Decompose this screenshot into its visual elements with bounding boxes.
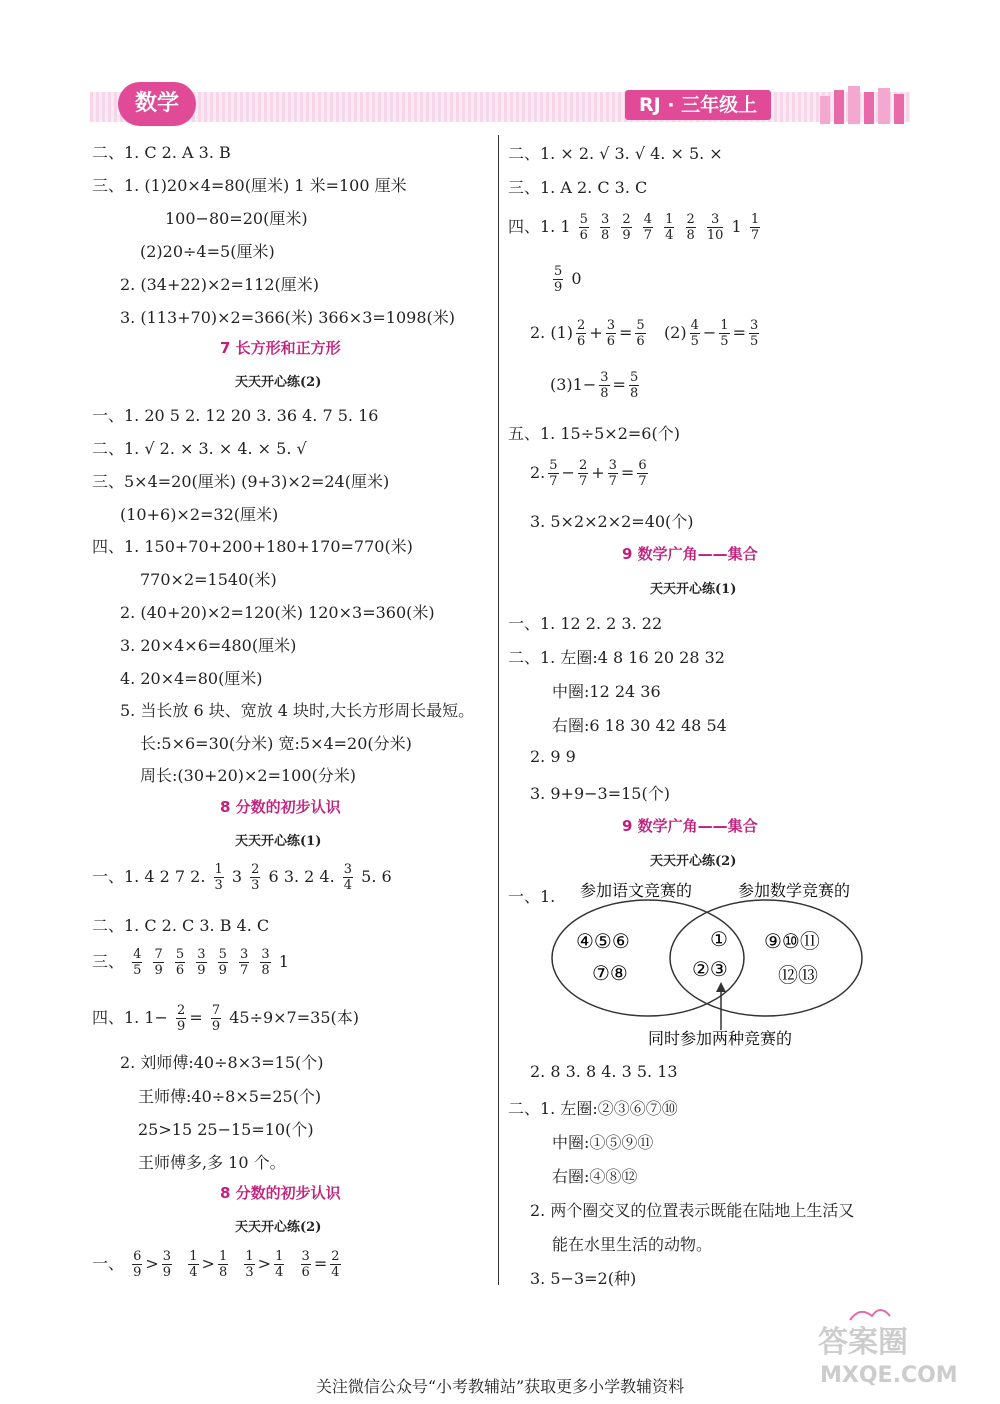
answer-line-fractions: 2. $\frac{5}{7}$ − $\frac{2}{7}$ + $\frac{3}{7}$ = $\frac{6}{7}$: [530, 458, 647, 489]
numerator: 2: [177, 1003, 186, 1018]
answer-line: 长:5×6=30(分米) 宽:5×4=20(分米): [140, 734, 412, 753]
practice-title: 天天开心练(1): [650, 582, 737, 597]
answer-line-fractions: $\frac{5}{9}$ 0: [554, 264, 582, 295]
answer-line: 能在水里生活的动物。: [552, 1235, 713, 1254]
answer-line: 王师傅多,多 10 个。: [138, 1153, 286, 1172]
answer-line: 中圈:①⑤⑨⑪: [552, 1133, 654, 1152]
answer-text: 5. 6: [361, 867, 392, 886]
page-header: [90, 82, 910, 128]
svg-text:MXQE.COM: MXQE.COM: [820, 1363, 958, 1388]
answer-line: 二、1. × 2. √ 3. √ 4. × 5. ×: [508, 144, 723, 163]
fraction: [211, 1003, 221, 1034]
answer-line: 100−80=20(厘米): [165, 209, 308, 228]
numerator: 2: [251, 862, 260, 877]
fraction: [176, 1003, 186, 1034]
numerator: 3: [343, 862, 353, 877]
answer-text: 1: [731, 217, 742, 236]
fraction: $\frac{3}{9}$: [197, 947, 206, 978]
footer-notice: 关注微信公众号“小考教辅站”获取更多小学教辅资料: [315, 1377, 685, 1396]
section-title: 8 分数的初步认识: [220, 1184, 341, 1202]
fraction: $\frac{4}{5}$: [133, 947, 142, 978]
practice-title: 天天开心练(1): [235, 834, 322, 849]
answer-line: 2. 8 3. 8 4. 3 5. 13: [530, 1062, 678, 1081]
answer-line: 2. 两个圈交叉的位置表示既能在陆地上生活又: [530, 1201, 855, 1220]
numerator: 7: [211, 1003, 221, 1018]
fraction: $\frac{5}{9}$: [218, 947, 227, 978]
practice-title: 天天开心练(2): [235, 1220, 322, 1235]
subject-logo: 数学: [118, 82, 196, 126]
answer-line: 二、1. 左圈:②③⑥⑦⑩: [508, 1099, 678, 1118]
venn-right-items: ⑫⑬: [778, 963, 818, 987]
answer-text: 一、: [92, 1254, 125, 1273]
answer-line: 2. (40+20)×2=120(米) 120×3=360(米): [120, 603, 435, 622]
header-band: [90, 92, 910, 122]
answer-text: 一、1. 4 2 7 2.: [92, 867, 206, 886]
answer-line: 中圈:12 24 36: [552, 682, 661, 701]
venn-left-label: 参加语文竞赛的: [580, 881, 693, 900]
answer-line: 3. 5−3=2(种): [530, 1269, 637, 1288]
practice-title: 天天开心练(2): [235, 375, 322, 390]
denominator: 3: [214, 878, 223, 893]
answer-line: 4. 20×4=80(厘米): [120, 669, 263, 688]
answer-text: 3: [231, 867, 243, 886]
answer-line: 二、1. √ 2. × 3. × 4. × 5. √: [92, 439, 307, 458]
answer-line-fractions: 四、1. 1 $\frac{5}{6}$ $\frac{3}{8}$ $\frac{2}{9}$ $\frac{4}{7}$ $\frac{1}{4}$ $\frac{2}{8}$ $\frac{3}{10}$ 1 $\frac{1}{7}$: [508, 212, 760, 243]
answer-line: 3. 20×4×6=480(厘米): [120, 636, 297, 655]
grade-label: RJ · 三年级上: [625, 90, 771, 120]
denominator: 3: [251, 878, 260, 893]
answer-line: 右圈:6 18 30 42 48 54: [552, 716, 727, 735]
fraction: [250, 862, 260, 893]
answer-line: 2. (34+22)×2=112(厘米): [120, 275, 319, 294]
venn-middle-items: ①: [710, 927, 728, 951]
answer-line: (2)20÷4=5(厘米): [140, 242, 275, 261]
svg-text:答案圈: 答案圈: [818, 1325, 908, 1360]
answer-text: 1: [278, 952, 289, 971]
denominator: 9: [211, 1019, 221, 1034]
answer-line-fractions: 四、1. 1− $\frac{2}{9}$ = $\frac{7}{9}$ 45÷9×7=35(本): [92, 1003, 359, 1034]
books-icon: [810, 82, 910, 126]
answer-line-fractions: (3)1− $\frac{3}{8}$ = $\frac{5}{8}$: [550, 370, 639, 401]
answer-text: 6 3. 2 4.: [268, 867, 335, 886]
answer-line-fractions: 一、 $\frac{6}{9}$ > $\frac{3}{9}$ $\frac{1}{4}$ > $\frac{1}{8}$ $\frac{1}{3}$ > $\frac{1}{4}$ $\frac{3}{6}$ = $\frac{2}{4}$: [92, 1249, 340, 1280]
answer-line: 2. 9 9: [530, 747, 576, 766]
column-divider: [498, 135, 499, 1285]
answer-text: 三、: [92, 952, 125, 971]
fraction: [343, 862, 353, 893]
answer-text: 四、1. 1: [508, 217, 571, 236]
answer-line: 周长:(30+20)×2=100(分米): [140, 766, 357, 785]
answer-line: 一、1. 12 2. 2 3. 22: [508, 614, 663, 633]
numerator: 1: [214, 862, 223, 877]
denominator: 4: [343, 878, 353, 893]
venn-middle-items: ②③: [692, 957, 728, 981]
fraction: $\frac{5}{6}$: [175, 947, 185, 978]
answer-line: 二、1. C 2. A 3. B: [92, 143, 231, 162]
answer-line: 25>15 25−15=10(个): [138, 1120, 314, 1139]
venn-left-items: ④⑤⑥: [576, 929, 630, 953]
answer-line-fractions: [92, 862, 392, 893]
practice-title: 天天开心练(2): [650, 854, 737, 869]
section-title: 9 数学广角——集合: [622, 545, 758, 563]
fraction: $\frac{3}{7}$: [239, 947, 249, 978]
answer-text: (2): [663, 323, 687, 342]
answer-line: 右圈:④⑧⑫: [552, 1167, 638, 1186]
fraction: [214, 862, 224, 893]
answer-text: 2. (1): [530, 323, 574, 342]
section-title: 8 分数的初步认识: [220, 798, 341, 816]
answer-text: 四、1. 1−: [92, 1008, 168, 1027]
answer-text: (3)1−: [550, 375, 597, 394]
venn-right-label: 参加数学竞赛的: [738, 881, 851, 900]
answer-line: 二、1. C 2. C 3. B 4. C: [92, 916, 270, 935]
section-title: 9 数学广角——集合: [622, 817, 758, 835]
answer-line: 一、1. 20 5 2. 12 20 3. 36 4. 7 5. 16: [92, 406, 379, 425]
answer-line-fractions: [92, 947, 289, 978]
answer-line: 王师傅:40÷8×5=25(个): [138, 1087, 322, 1106]
answer-line: 五、1. 15÷5×2=6(个): [508, 424, 680, 443]
venn-right-items: ⑨⑩⑪: [764, 929, 820, 953]
denominator: 9: [177, 1019, 186, 1034]
answer-line: 3. 5×2×2×2=40(个): [530, 512, 694, 531]
venn-diagram: [548, 878, 868, 1058]
answer-line: 三、5×4=20(厘米) (9+3)×2=24(厘米): [92, 472, 390, 491]
venn-left-items: ⑦⑧: [592, 961, 628, 985]
answer-line: 3. (113+70)×2=366(米) 366×3=1098(米): [120, 308, 455, 327]
answer-line-fractions: 2. (1) $\frac{2}{6}$ + $\frac{3}{6}$ = $\frac{5}{6}$ (2) $\frac{4}{5}$ − $\frac{1}{5}$ = $\frac{3}{5}$: [530, 318, 759, 349]
section-title: 7 长方形和正方形: [220, 339, 341, 357]
answer-text: 0: [571, 269, 582, 288]
fraction: $\frac{7}{9}$: [154, 947, 163, 978]
arrow-head-icon: [716, 982, 726, 992]
answer-line: 770×2=1540(米): [140, 570, 277, 589]
answer-text: 45÷9×7=35(本): [229, 1008, 359, 1027]
answer-line: 一、1.: [508, 887, 556, 906]
answer-line: 2. 刘师傅:40÷8×3=15(个): [120, 1053, 324, 1072]
venn-bottom-label: 同时参加两种竞赛的: [648, 1029, 793, 1048]
answer-line: 三、1. (1)20×4=80(厘米) 1 米=100 厘米: [92, 176, 407, 195]
answer-line: 四、1. 150+70+200+180+170=770(米): [92, 537, 413, 556]
answer-text: 2.: [530, 463, 546, 482]
answer-line: 三、1. A 2. C 3. C: [508, 178, 648, 197]
answer-line: 3. 9+9−3=15(个): [530, 784, 670, 803]
answer-line: (10+6)×2=32(厘米): [120, 505, 279, 524]
answer-line: 5. 当长放 6 块、宽放 4 块时,大长方形周长最短。: [120, 701, 475, 720]
answer-line: 二、1. 左圈:4 8 16 20 28 32: [508, 648, 725, 667]
fraction: $\frac{3}{8}$: [261, 947, 270, 978]
